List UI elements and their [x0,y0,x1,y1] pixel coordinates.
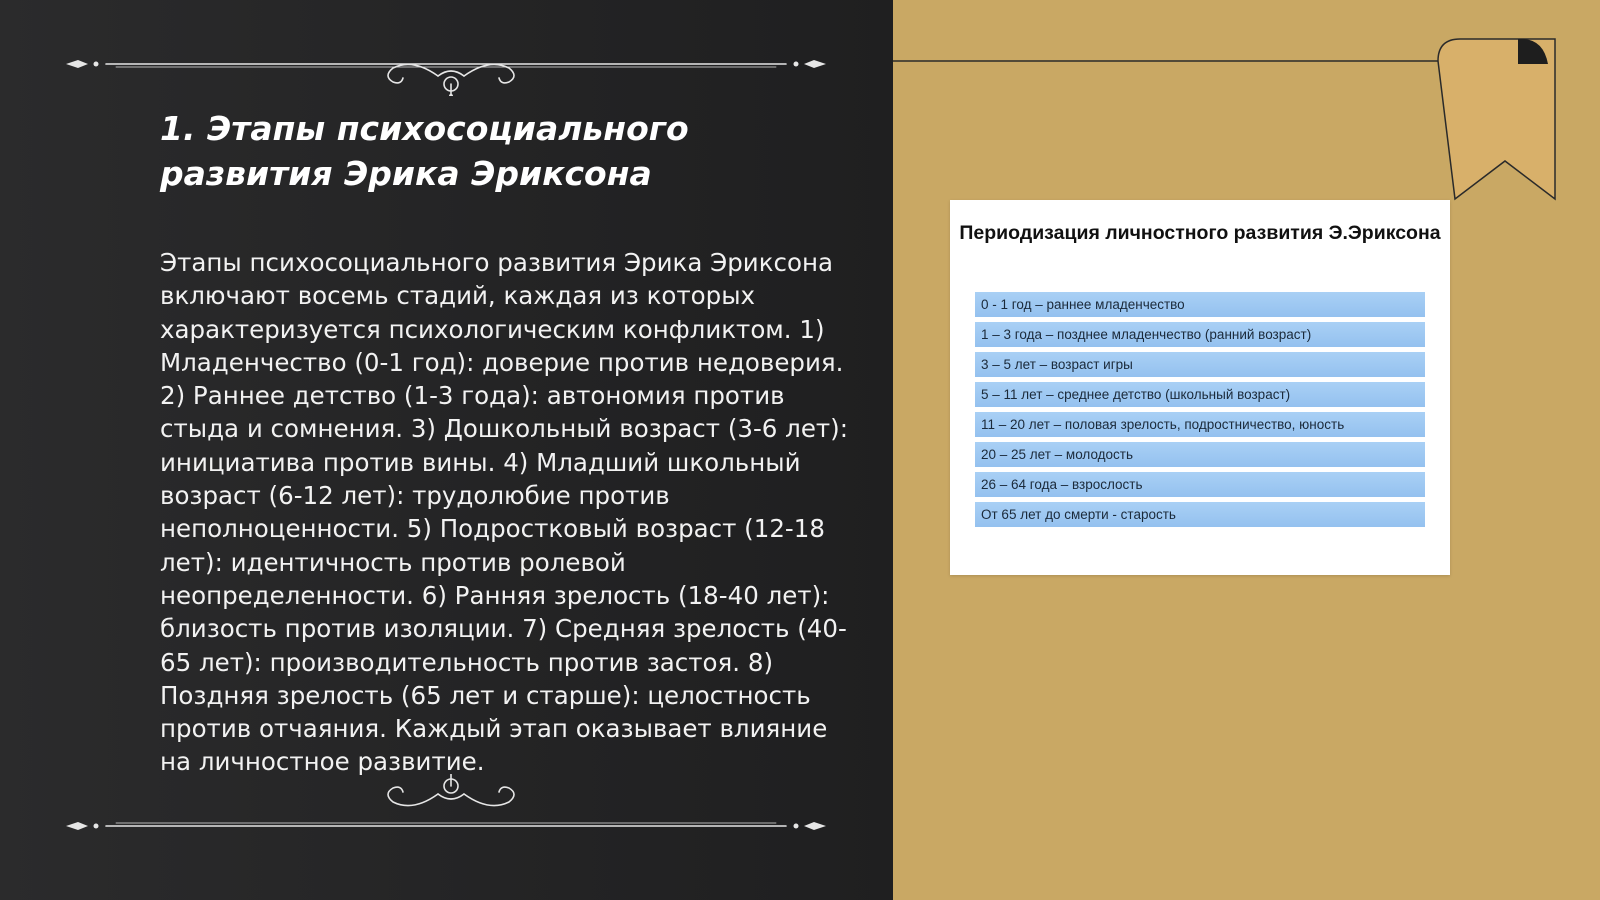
stage-row: 11 – 20 лет – половая зрелость, подростничество, юность [975,412,1425,438]
stage-row: 0 - 1 год – раннее младенчество [975,292,1425,318]
periodization-card [950,200,1450,575]
ornament-divider-top [66,36,826,96]
slide-title: 1. Этапы психосоциального развития Эрика Эриксона [160,109,689,193]
bookmark-ribbon-icon [893,34,1600,204]
stage-row: 3 – 5 лет – возраст игры [975,352,1425,378]
stage-row: 26 – 64 года – взрослость [975,472,1425,498]
stage-row: 5 – 11 лет – среднее детство (школьный возраст) [975,382,1425,408]
ornament-divider-bottom [66,774,826,834]
stage-list [975,292,1425,532]
stage-row: 20 – 25 лет – молодость [975,442,1425,468]
stage-row: 1 – 3 года – позднее младенчество (ранний возраст) [975,322,1425,348]
slide-body-text: Этапы психосоциального развития Эрика Эриксона включают восемь стадий, каждая из которых характеризуется психологическим конфликтом. 1) Младенчество (0-1 год): доверие против недоверия. 2) Раннее детство (1-3 года): автономия против стыда и сомнения. 3) Дошкольный возраст (3-6 лет): инициатива против вины. 4) Младший школьный возраст (6-12 лет): трудолюбие против неполноценности. 5) Подростковый возраст (12-18 лет): идентичность против ролевой неопределенности. 6) Ранняя зрелость (18-40 лет): близость против изоляции. 7) Средняя зрелость (40-65 лет): производительность против застоя. 8) Поздняя зрелость (65 лет и старше): целостность против отчаяния. Каждый этап оказывает влияние на личностное развитие. [160,248,848,777]
card-title: Периодизация личностного развития Э.Эриксона [959,222,1441,244]
stage-row: От 65 лет до смерти - старость [975,502,1425,528]
